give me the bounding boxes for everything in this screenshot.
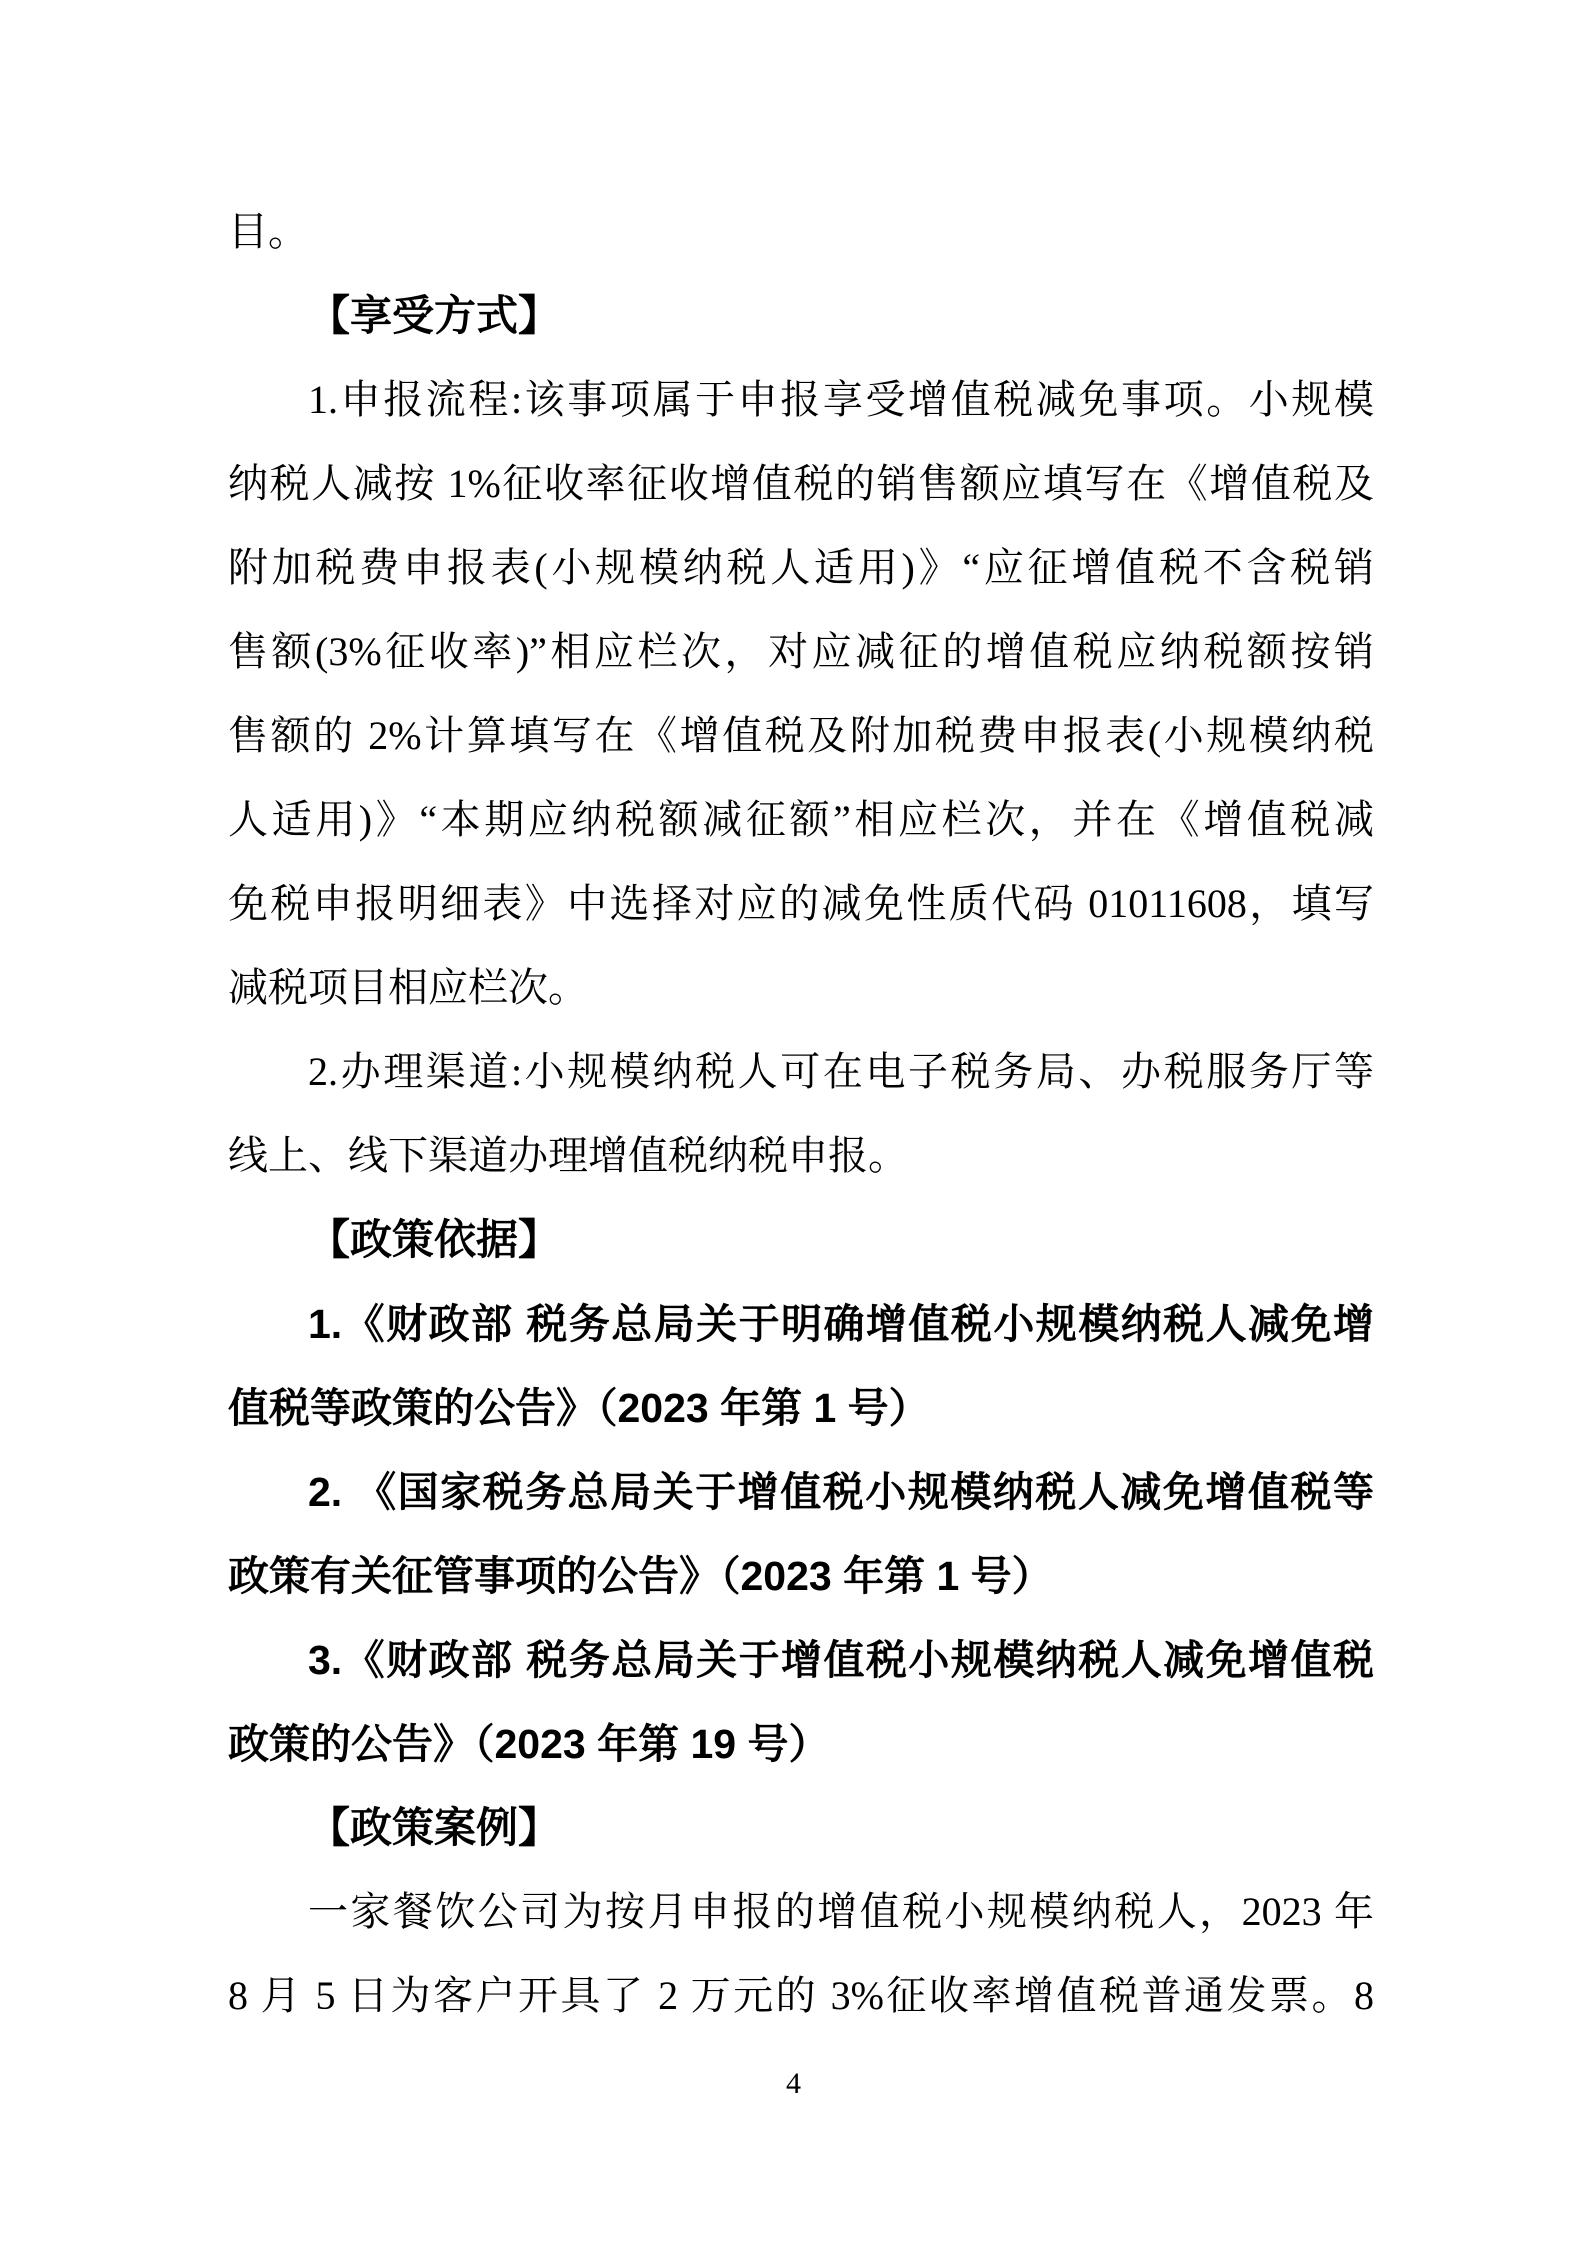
text-line: 政策的公告》（2023 年第 19 号） [228, 1721, 830, 1767]
document-body [228, 190, 1374, 2038]
text-line: 售额的 2%计算填写在《增值税及附加税费申报表(小规模纳税 [228, 713, 1374, 758]
text-line: 减税项目相应栏次。 [228, 965, 588, 1010]
text-line: 免税申报明细表》中选择对应的减免性质代码 01011608，填写 [228, 881, 1374, 926]
text-line: 附加税费申报表(小规模纳税人适用)》“应征增值税不含税销 [228, 545, 1374, 590]
text-line: 一家餐饮公司为按月申报的增值税小规模纳税人，2023 年 [308, 1889, 1374, 1934]
text-line: 1.《财政部 税务总局关于明确增值税小规模纳税人减免增 [308, 1301, 1374, 1347]
text-line: 2. 《国家税务总局关于增值税小规模纳税人减免增值税等 [308, 1469, 1374, 1515]
text-line: 政策有关征管事项的公告》（2023 年第 1 号） [228, 1553, 1053, 1599]
text-line: 值税等政策的公告》（2023 年第 1 号） [228, 1385, 930, 1431]
page-number: 4 [786, 2067, 801, 2100]
text-line: 纳税人减按 1%征收率征收增值税的销售额应填写在《增值税及 [228, 461, 1374, 506]
text-line: 3.《财政部 税务总局关于增值税小规模纳税人减免增值税 [308, 1637, 1374, 1683]
text-line: 【政策依据】 [308, 1216, 561, 1263]
text-line: 1.申报流程:该事项属于申报享受增值税减免事项。小规模 [308, 377, 1374, 422]
text-line: 2.办理渠道:小规模纳税人可在电子税务局、办税服务厅等 [308, 1049, 1374, 1094]
text-line: 【政策案例】 [308, 1804, 561, 1851]
text-line: 售额(3%征收率)”相应栏次，对应减征的增值税应纳税额按销 [228, 629, 1374, 674]
text-line: 【享受方式】 [308, 292, 561, 339]
text-line: 8 月 5 日为客户开具了 2 万元的 3%征收率增值税普通发票。8 [228, 1973, 1374, 2018]
text-line: 线上、线下渠道办理增值税纳税申报。 [228, 1133, 908, 1178]
text-line: 目。 [228, 209, 308, 254]
text-line: 人适用)》“本期应纳税额减征额”相应栏次，并在《增值税减 [228, 797, 1374, 842]
